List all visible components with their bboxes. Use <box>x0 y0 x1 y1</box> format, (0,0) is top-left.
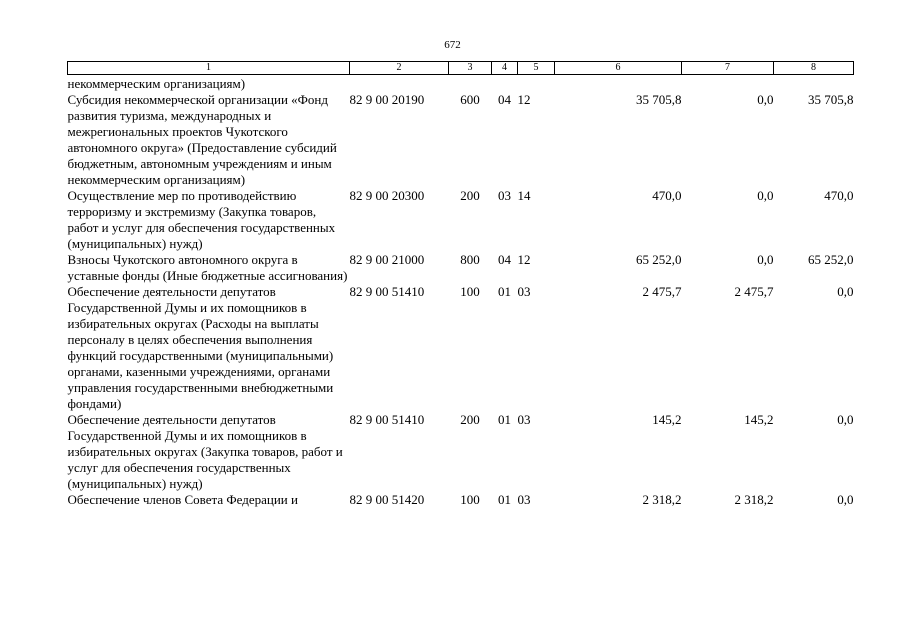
header-col-2: 2 <box>350 62 449 75</box>
row-sum-col8 <box>774 75 854 93</box>
row-subsection: 03 <box>517 412 531 427</box>
row-target-code: 82 9 00 51420 <box>349 492 425 507</box>
row-sum-col6: 65 252,0 <box>636 252 682 267</box>
row-sum-col8: 0,0 <box>837 412 854 427</box>
row-sum-col6: 2 475,7 <box>642 284 682 299</box>
table-row <box>68 188 854 252</box>
row-description: Обеспечение деятельности депутатов Государственной Думы и их помощников в избирательных округах (Расходы на выплаты персоналу в целях обеспечения выполнения функций государственными (муниципальными) органами, казенными учреждениями, органами управления государственными внебюджетными фондами) <box>67 284 334 411</box>
row-description: Взносы Чукотского автономного округа в уставные фонды (Иные бюджетные ассигнования) <box>67 252 348 283</box>
row-section: 01 <box>498 284 511 299</box>
row-section: 04 <box>498 252 511 267</box>
table-row <box>68 412 854 492</box>
row-sum-col7: 2 318,2 <box>734 492 774 507</box>
page-number: 672 <box>444 39 461 51</box>
table-row <box>68 284 854 412</box>
row-section <box>492 75 518 93</box>
row-sum-col7: 145,2 <box>744 412 774 427</box>
row-sum-col8: 65 252,0 <box>808 252 854 267</box>
row-expense-type: 800 <box>460 252 480 267</box>
header-col-3: 3 <box>449 62 492 75</box>
row-target-code: 82 9 00 21000 <box>349 252 425 267</box>
row-sum-col6: 470,0 <box>652 188 682 203</box>
row-sum-col6: 35 705,8 <box>636 92 682 107</box>
row-subsection: 12 <box>517 252 531 267</box>
row-target-code: 82 9 00 20300 <box>349 188 425 203</box>
row-sum-col7: 0,0 <box>757 92 774 107</box>
row-description: некоммерческим организациям) <box>67 76 246 91</box>
row-target-code: 82 9 00 51410 <box>349 412 425 427</box>
row-description: Осуществление мер по противодействию терроризму и экстремизму (Закупка товаров, работ и услуг для обеспечения государственных (муниципальных) нужд) <box>67 188 336 251</box>
table-row <box>68 75 854 93</box>
table-header-row <box>68 62 854 75</box>
row-section: 04 <box>498 92 511 107</box>
header-col-7: 7 <box>682 62 774 75</box>
row-target-code <box>350 75 449 93</box>
row-sum-col8: 35 705,8 <box>808 92 854 107</box>
row-expense-type: 100 <box>460 492 480 507</box>
header-col-1: 1 <box>68 62 350 75</box>
row-expense-type <box>449 75 492 93</box>
header-col-5: 5 <box>518 62 555 75</box>
row-section: 01 <box>498 412 511 427</box>
row-target-code: 82 9 00 51410 <box>349 284 425 299</box>
row-sum-col8: 470,0 <box>824 188 854 203</box>
row-subsection: 03 <box>517 284 531 299</box>
table-row <box>68 92 854 188</box>
header-col-6: 6 <box>555 62 682 75</box>
row-sum-col6: 2 318,2 <box>642 492 682 507</box>
row-sum-col8: 0,0 <box>837 492 854 507</box>
row-expense-type: 100 <box>460 284 480 299</box>
row-subsection: 12 <box>517 92 531 107</box>
row-subsection <box>518 75 555 93</box>
table-row <box>68 492 854 508</box>
row-description: Субсидия некоммерческой организации «Фонд развития туризма, международных и межрегиональных проектов Чукотского автономного округа» (Предоставление субсидий бюджетным, автономным учреждениям и иным некоммерческим организациям) <box>67 92 337 187</box>
row-subsection: 14 <box>517 188 531 203</box>
row-expense-type: 200 <box>460 188 480 203</box>
row-sum-col7: 0,0 <box>757 188 774 203</box>
row-sum-col8: 0,0 <box>837 284 854 299</box>
table-row <box>68 252 854 284</box>
budget-table <box>67 61 854 508</box>
row-description: Обеспечение деятельности депутатов Государственной Думы и их помощников в избирательных округах (Закупка товаров, работ и услуг для обеспечения государственных (муниципальных) нужд) <box>67 412 343 491</box>
row-target-code: 82 9 00 20190 <box>349 92 425 107</box>
row-sum-col6: 145,2 <box>652 412 682 427</box>
header-col-4: 4 <box>492 62 518 75</box>
row-section: 03 <box>498 188 511 203</box>
row-description: Обеспечение членов Совета Федерации и <box>67 492 298 507</box>
row-sum-col7 <box>682 75 774 93</box>
row-expense-type: 600 <box>460 92 480 107</box>
row-section: 01 <box>498 492 511 507</box>
row-sum-col7: 0,0 <box>757 252 774 267</box>
row-subsection: 03 <box>517 492 531 507</box>
header-col-8: 8 <box>774 62 854 75</box>
row-expense-type: 200 <box>460 412 480 427</box>
row-sum-col7: 2 475,7 <box>734 284 774 299</box>
row-sum-col6 <box>555 75 682 93</box>
